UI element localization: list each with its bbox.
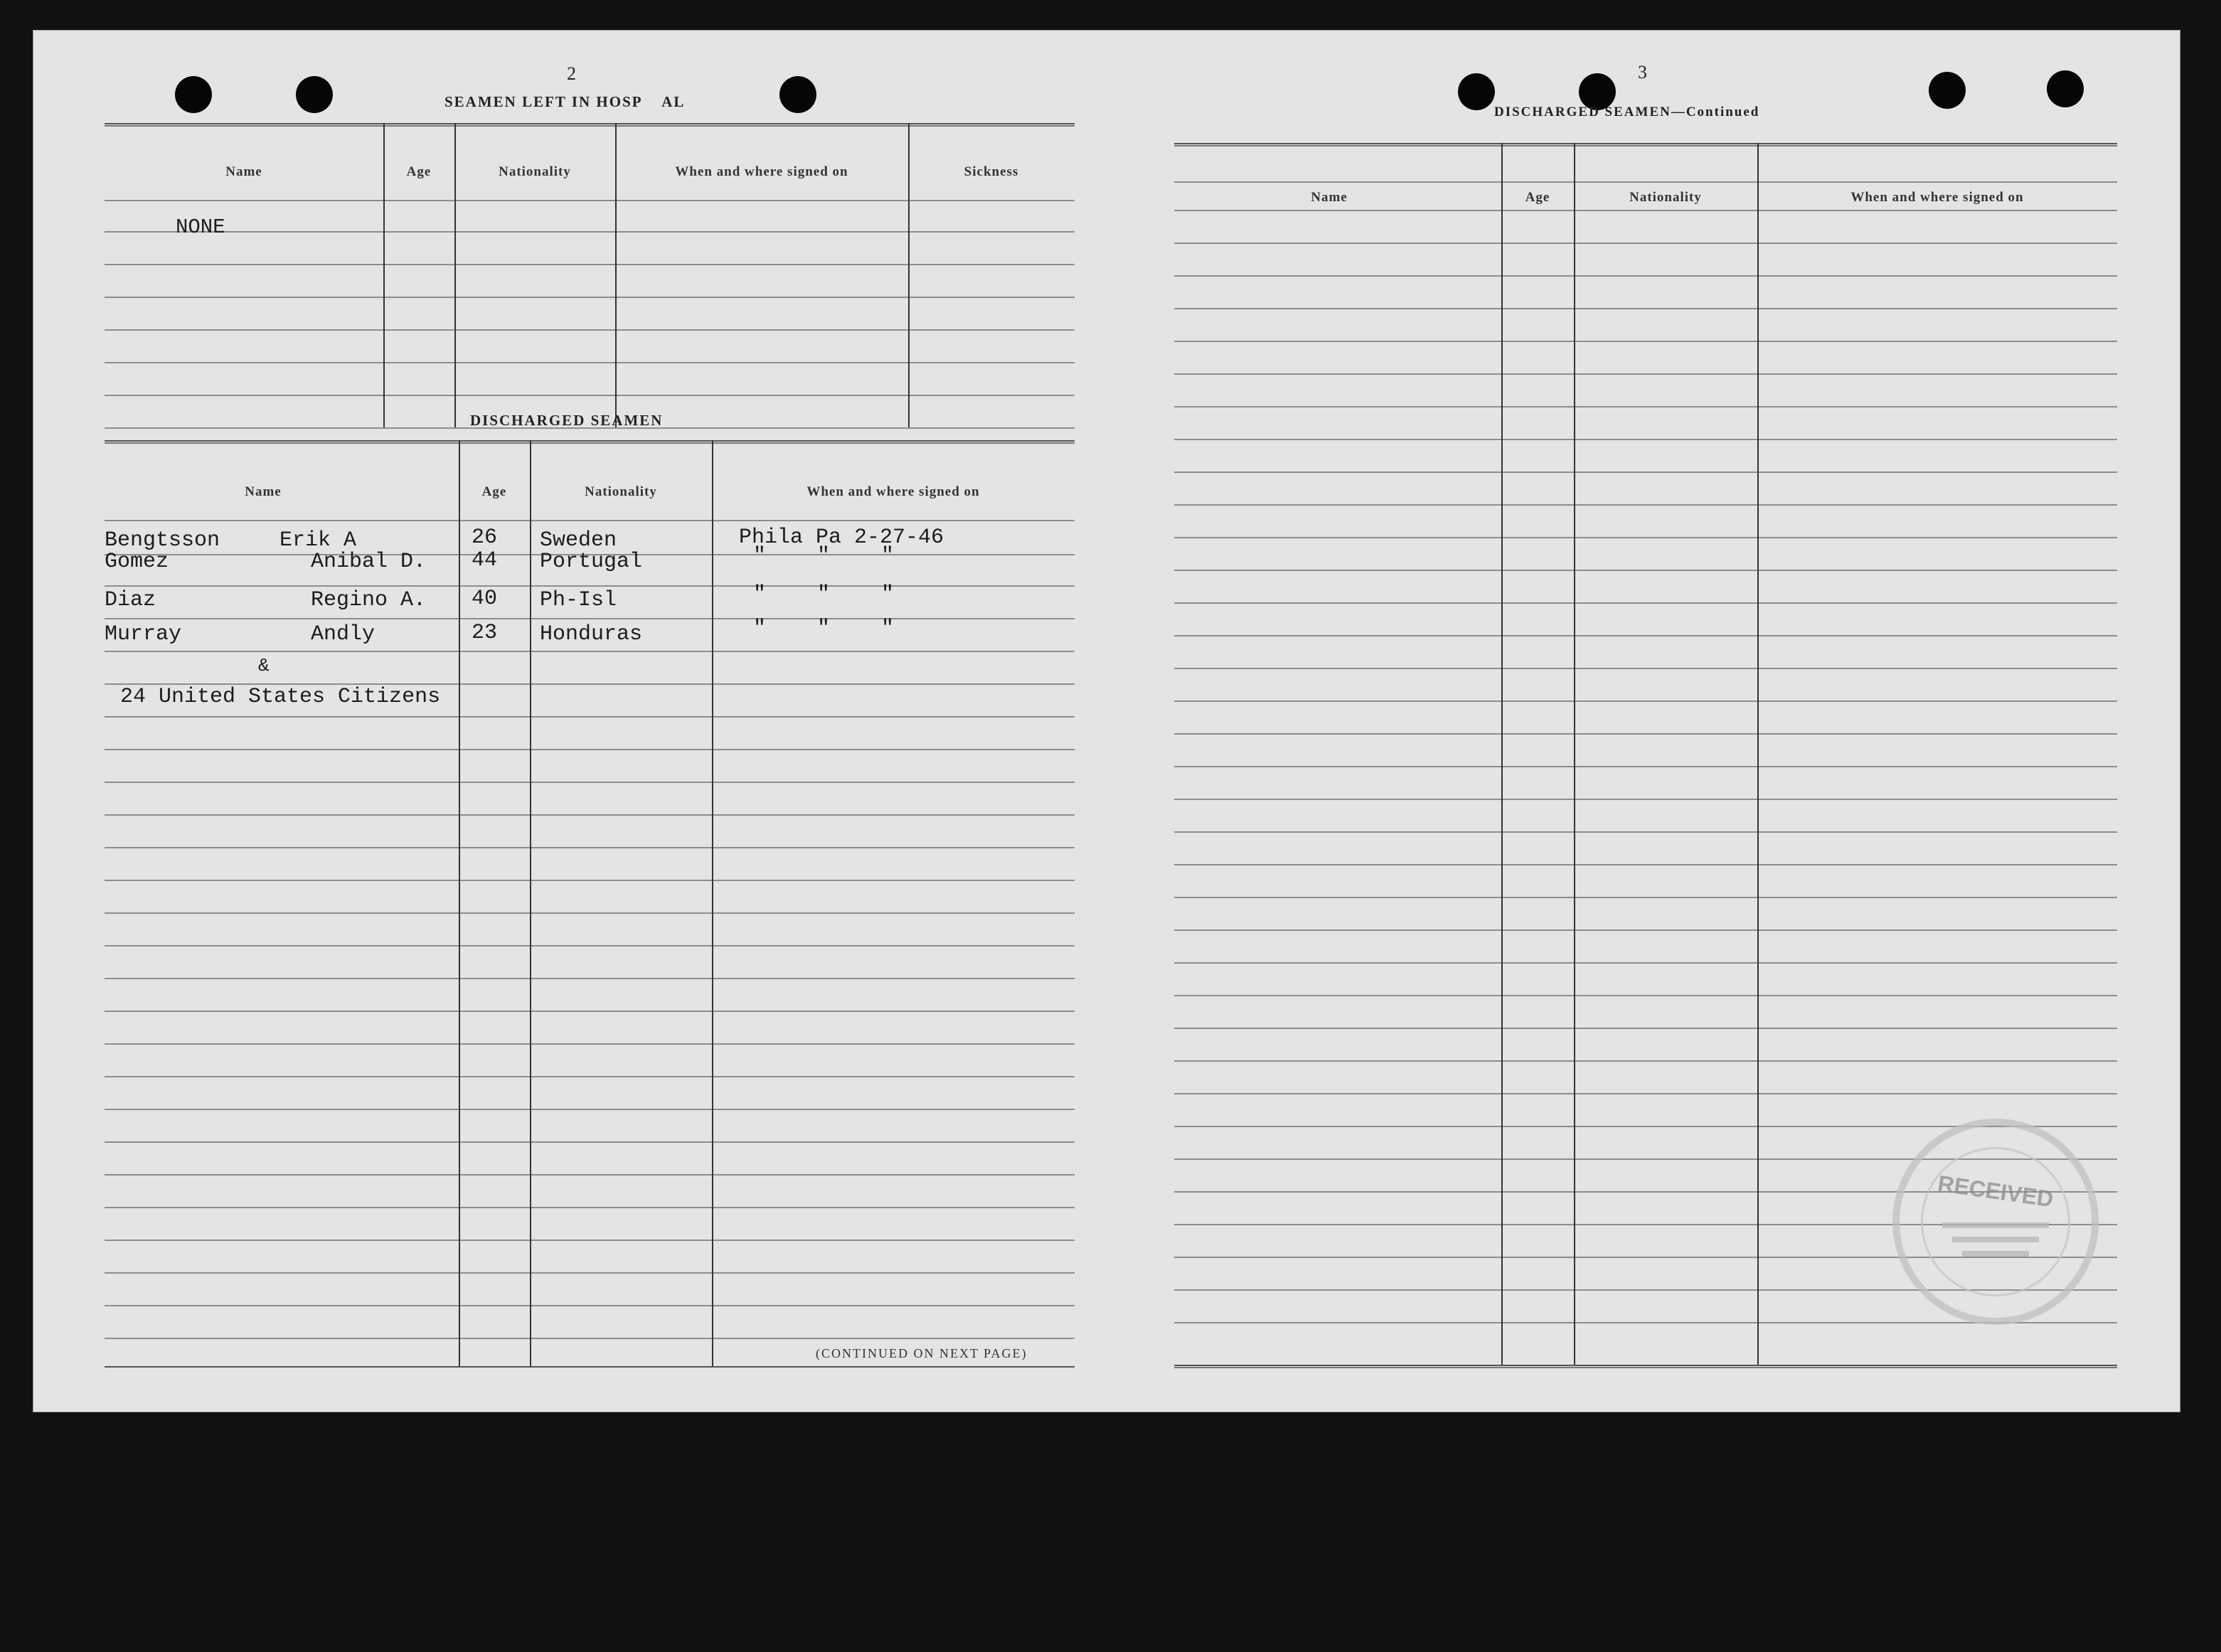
column-header-age: Age (481, 484, 507, 499)
left-page-number: 2 (567, 63, 576, 84)
seaman-nationality: Ph-Isl (540, 588, 617, 612)
received-stamp (1892, 1119, 2099, 1325)
continued-section-title: DISCHARGED SEAMEN—Continued (1494, 105, 1760, 119)
punch-hole (175, 76, 212, 113)
seaman-given-name: Anibal D. (311, 550, 427, 574)
discharged-seamen-table (105, 440, 1075, 1368)
column-header-age: Age (406, 164, 432, 179)
seaman-surname: Murray (105, 622, 182, 646)
column-header-name: Name (1311, 190, 1348, 205)
document-page-spread (33, 30, 2180, 1412)
seaman-surname: Bengtsson (105, 528, 220, 553)
right-page-number: 3 (1638, 62, 1647, 82)
ampersand-note: & (258, 655, 270, 676)
punch-hole (2047, 70, 2084, 107)
seaman-given-name: Regino A. (311, 588, 427, 612)
punch-hole (1458, 73, 1495, 110)
seaman-nationality: Portugal (540, 550, 643, 574)
hospital-table (105, 123, 1075, 429)
received-stamp-text: RECEIVED (1936, 1170, 2055, 1213)
seaman-given-name: Andly (311, 622, 376, 646)
hospital-entry-none: NONE (176, 215, 225, 239)
punch-hole (296, 76, 333, 113)
seaman-nationality: Honduras (540, 622, 643, 646)
seaman-nationality: Sweden (540, 528, 617, 553)
punch-hole (779, 76, 816, 113)
column-header-sickness: Sickness (964, 164, 1019, 179)
column-header-signed-on: When and where signed on (806, 484, 980, 499)
seaman-age: 26 (472, 526, 498, 550)
punch-hole (1929, 72, 1966, 109)
column-header-signed-on: When and where signed on (675, 164, 848, 179)
continued-note: (CONTINUED ON NEXT PAGE) (816, 1346, 1028, 1360)
seaman-surname: Diaz (105, 588, 156, 612)
seaman-age: 23 (472, 621, 498, 645)
seaman-age: 40 (472, 587, 498, 611)
seaman-given-name: Erik A (279, 528, 357, 553)
column-header-nationality: Nationality (1629, 190, 1702, 205)
seaman-signed-on: " " " (753, 617, 895, 641)
hospital-section-title: SEAMEN LEFT IN HOSP AL (444, 93, 686, 110)
citizens-note: 24 United States Citizens (120, 685, 441, 709)
column-header-nationality: Nationality (499, 164, 571, 179)
discharged-section-title: DISCHARGED SEAMEN (470, 412, 664, 429)
column-header-nationality: Nationality (585, 484, 657, 499)
seaman-signed-on: " " " (753, 582, 895, 607)
seaman-age: 44 (472, 548, 498, 572)
seaman-signed-on: Phila Pa 2-27-46 (739, 526, 944, 550)
column-header-name: Name (245, 484, 282, 499)
seaman-signed-on: " " " (753, 544, 895, 568)
column-header-signed-on: When and where signed on (1850, 190, 2024, 205)
seaman-surname: Gomez (105, 550, 169, 574)
column-header-name: Name (225, 164, 262, 179)
column-header-age: Age (1525, 190, 1550, 205)
